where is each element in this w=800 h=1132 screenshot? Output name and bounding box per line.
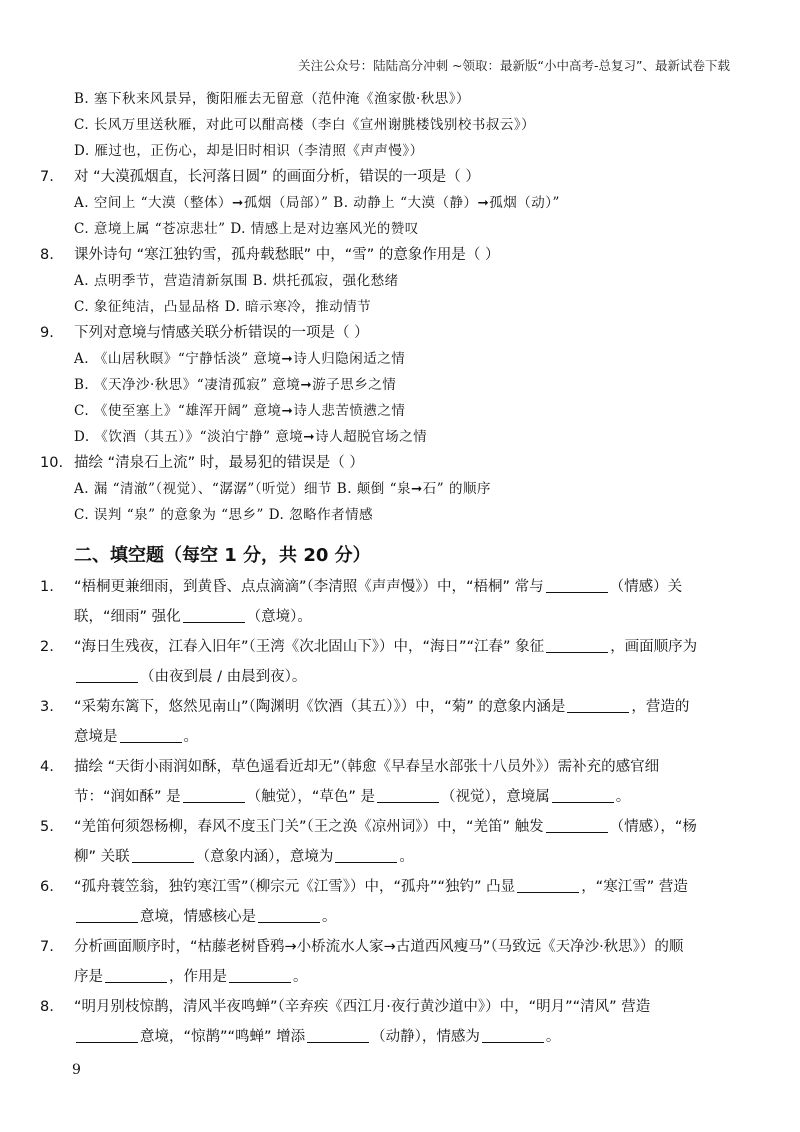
question-text: （视觉），意境属 xyxy=(441,789,550,805)
question-text: 。 xyxy=(399,849,414,865)
question-continuation xyxy=(40,782,720,812)
question-line xyxy=(40,242,720,268)
answer-option: D. 《饮酒（其五）》“淡泊宁静” 意境➞诗人超脱官场之情 xyxy=(74,429,428,445)
question-line xyxy=(40,632,720,662)
fill-blank[interactable] xyxy=(229,968,291,983)
fill-blank[interactable] xyxy=(335,848,397,863)
fill-blank[interactable] xyxy=(567,698,629,713)
question-text: 下列对意境与情感关联分析错误的一项是（ ） xyxy=(74,325,369,341)
answer-option: D. 雁过也，正伤心，却是旧时相识（李清照《声声慢》） xyxy=(74,143,424,159)
question-text: 。 xyxy=(615,789,631,805)
fill-blank[interactable] xyxy=(76,1028,138,1043)
fill-blank[interactable] xyxy=(76,668,138,683)
fill-blank[interactable] xyxy=(546,638,608,653)
question-line xyxy=(40,164,720,190)
fill-blank[interactable] xyxy=(132,848,194,863)
question-continuation xyxy=(40,1022,720,1052)
answer-option: A. 漏 “清澈”（视觉）、“潺潺”（听觉）细节 B. 颠倒 “泉➞石” 的顺序 xyxy=(74,481,491,497)
question-text: “孤舟蓑笠翁，独钓寒江雪”（柳宗元《江雪》）中，“孤舟”“独钓” 凸显 xyxy=(74,879,516,895)
question-text: 课外诗句 “寒江独钓雪，孤舟载愁眠” 中，“雪” 的意象作用是（ ） xyxy=(74,247,500,263)
answer-option: C. 《使至塞上》“雄浑开阔” 意境➞诗人悲苦愤懑之情 xyxy=(74,403,406,419)
answer-option: A. 《山居秋暝》“宁静恬淡” 意境➞诗人归隐闲适之情 xyxy=(74,351,406,367)
question-text: （意境）。 xyxy=(246,609,312,625)
question-line xyxy=(40,450,720,476)
question-number: 7. xyxy=(40,939,54,955)
answer-option: B. 《天净沙·秋思》“凄清孤寂” 意境➞游子思乡之情 xyxy=(74,377,397,393)
fill-blank[interactable] xyxy=(546,578,608,593)
question-text: 。 xyxy=(293,969,308,985)
question-text: “采菊东篱下，悠然见南山”（陶渊明《饮酒（其五）》）中，“菊” 的意象内涵是 xyxy=(74,699,566,715)
question-continuation xyxy=(40,902,720,932)
question-text: 描绘 “天街小雨润如酥，草色遥看近却无”（韩愈《早春呈水部张十八员外》）需补充的感官细 xyxy=(74,759,660,775)
question-line xyxy=(40,752,720,782)
fill-blank[interactable] xyxy=(76,908,138,923)
fill-blank[interactable] xyxy=(377,788,439,803)
question-number: 5. xyxy=(40,819,54,835)
answer-option: B. 塞下秋来风景异，衡阳雁去无留意（范仲淹《渔家傲·秋思》） xyxy=(74,91,471,107)
page-header: 关注公众号：陆陆高分冲刺 ~领取：最新版“小中高考-总复习”、最新试卷下载 xyxy=(298,58,730,73)
question-continuation xyxy=(40,722,720,752)
question-line xyxy=(40,320,720,346)
question-continuation xyxy=(40,662,720,692)
question-text: ，“寒江雪” 营造 xyxy=(581,879,688,895)
question-text: 柳” 关联 xyxy=(74,849,130,865)
answer-option: C. 误判 “泉” 的意象为 “思乡” D. 忽略作者情感 xyxy=(74,507,374,523)
question-line xyxy=(40,572,720,602)
question-number: 1. xyxy=(40,579,54,595)
page-number: 9 xyxy=(72,1062,81,1078)
question-text: 。 xyxy=(322,909,337,925)
fill-blank[interactable] xyxy=(546,818,608,833)
fill-blank[interactable] xyxy=(258,908,320,923)
question-number: 8. xyxy=(40,247,54,263)
fill-blank[interactable] xyxy=(105,968,167,983)
question-text: （情感）关 xyxy=(609,579,683,595)
question-text: （意象内涵），意境为 xyxy=(195,849,334,865)
fill-blank[interactable] xyxy=(183,608,245,623)
question-line xyxy=(40,872,720,902)
question-text: ，营造的 xyxy=(631,699,690,715)
question-number: 7. xyxy=(40,169,54,185)
answer-option: C. 象征纯洁，凸显品格 D. 暗示寒冷，推动情节 xyxy=(74,299,372,315)
section-heading: 二、填空题（每空 1 分，共 20 分） xyxy=(74,545,371,566)
question-text: “梧桐更兼细雨，到黄昏、点点滴滴”（李清照《声声慢》）中，“梧桐” 常与 xyxy=(74,579,544,595)
question-text: “明月别枝惊鹊，清风半夜鸣蝉”（辛弃疾《西江月·夜行黄沙道中》）中，“明月”“清风” 营造 xyxy=(74,999,651,1015)
question-text: （触觉），“草色” 是 xyxy=(246,789,376,805)
question-text: （由夜到晨 / 由晨到夜）。 xyxy=(140,669,307,685)
question-number: 6. xyxy=(40,879,54,895)
question-line xyxy=(40,992,720,1022)
question-text: 描绘 “清泉石上流” 时，最易犯的错误是（ ） xyxy=(74,455,364,471)
answer-option: C. 长风万里送秋雁，对此可以酣高楼（李白《宣州谢朓楼饯别校书叔云》） xyxy=(74,117,536,133)
question-continuation xyxy=(40,842,720,872)
question-number: 3. xyxy=(40,699,54,715)
question-text: （情感），“杨 xyxy=(609,819,697,835)
answer-option: A. 点明季节，营造清新氛围 B. 烘托孤寂，强化愁绪 xyxy=(74,273,399,289)
answer-option: C. 意境上属 “苍凉悲壮” D. 情感上是对边塞风光的赞叹 xyxy=(74,221,419,237)
question-line xyxy=(40,932,720,962)
question-line xyxy=(40,812,720,842)
question-number: 4. xyxy=(40,759,54,775)
question-text: 对 “大漠孤烟直，长河落日圆” 的画面分析，错误的一项是（ ） xyxy=(74,169,480,185)
question-text: 序是 xyxy=(74,969,103,985)
question-text: 意境是 xyxy=(74,729,118,745)
fill-blank[interactable] xyxy=(183,788,245,803)
question-line xyxy=(40,692,720,722)
question-text: （动静），情感为 xyxy=(371,1029,480,1045)
question-number: 9. xyxy=(40,325,54,341)
question-text: 。 xyxy=(183,729,198,745)
question-text: 分析画面顺序时，“枯藤老树昏鸦→小桥流水人家→古道西风瘦马”（马致远《天净沙·秋思》）的顺 xyxy=(74,939,684,955)
question-text: 联，“细雨” 强化 xyxy=(74,609,181,625)
question-text: “海日生残夜，江春入旧年”（王湾《次北固山下》）中，“海日”“江春” 象征 xyxy=(74,639,545,655)
question-text: 。 xyxy=(545,1029,561,1045)
question-text: 意境，“惊鹊”“鸣蝉” 增添 xyxy=(140,1029,306,1045)
fill-blank[interactable] xyxy=(120,728,182,743)
question-number: 8. xyxy=(40,999,54,1015)
fill-blank[interactable] xyxy=(552,788,614,803)
question-text: ，作用是 xyxy=(169,969,227,985)
fill-blank[interactable] xyxy=(482,1028,544,1043)
question-text: 意境，情感核心是 xyxy=(140,909,256,925)
fill-blank[interactable] xyxy=(517,878,579,893)
document-body xyxy=(40,86,720,1052)
question-number: 10. xyxy=(40,455,64,471)
question-continuation xyxy=(40,602,720,632)
question-text: ，画面顺序为 xyxy=(610,639,698,655)
question-number: 2. xyxy=(40,639,54,655)
question-continuation xyxy=(40,962,720,992)
question-text: “羌笛何须怨杨柳，春风不度玉门关”（王之涣《凉州词》）中，“羌笛” 触发 xyxy=(74,819,544,835)
question-text: 节：“润如酥” 是 xyxy=(74,789,181,805)
answer-option: A. 空间上 “大漠（整体）➞孤烟（局部）” B. 动静上 “大漠（静）➞孤烟（动）” xyxy=(74,195,560,211)
fill-blank[interactable] xyxy=(307,1028,369,1043)
